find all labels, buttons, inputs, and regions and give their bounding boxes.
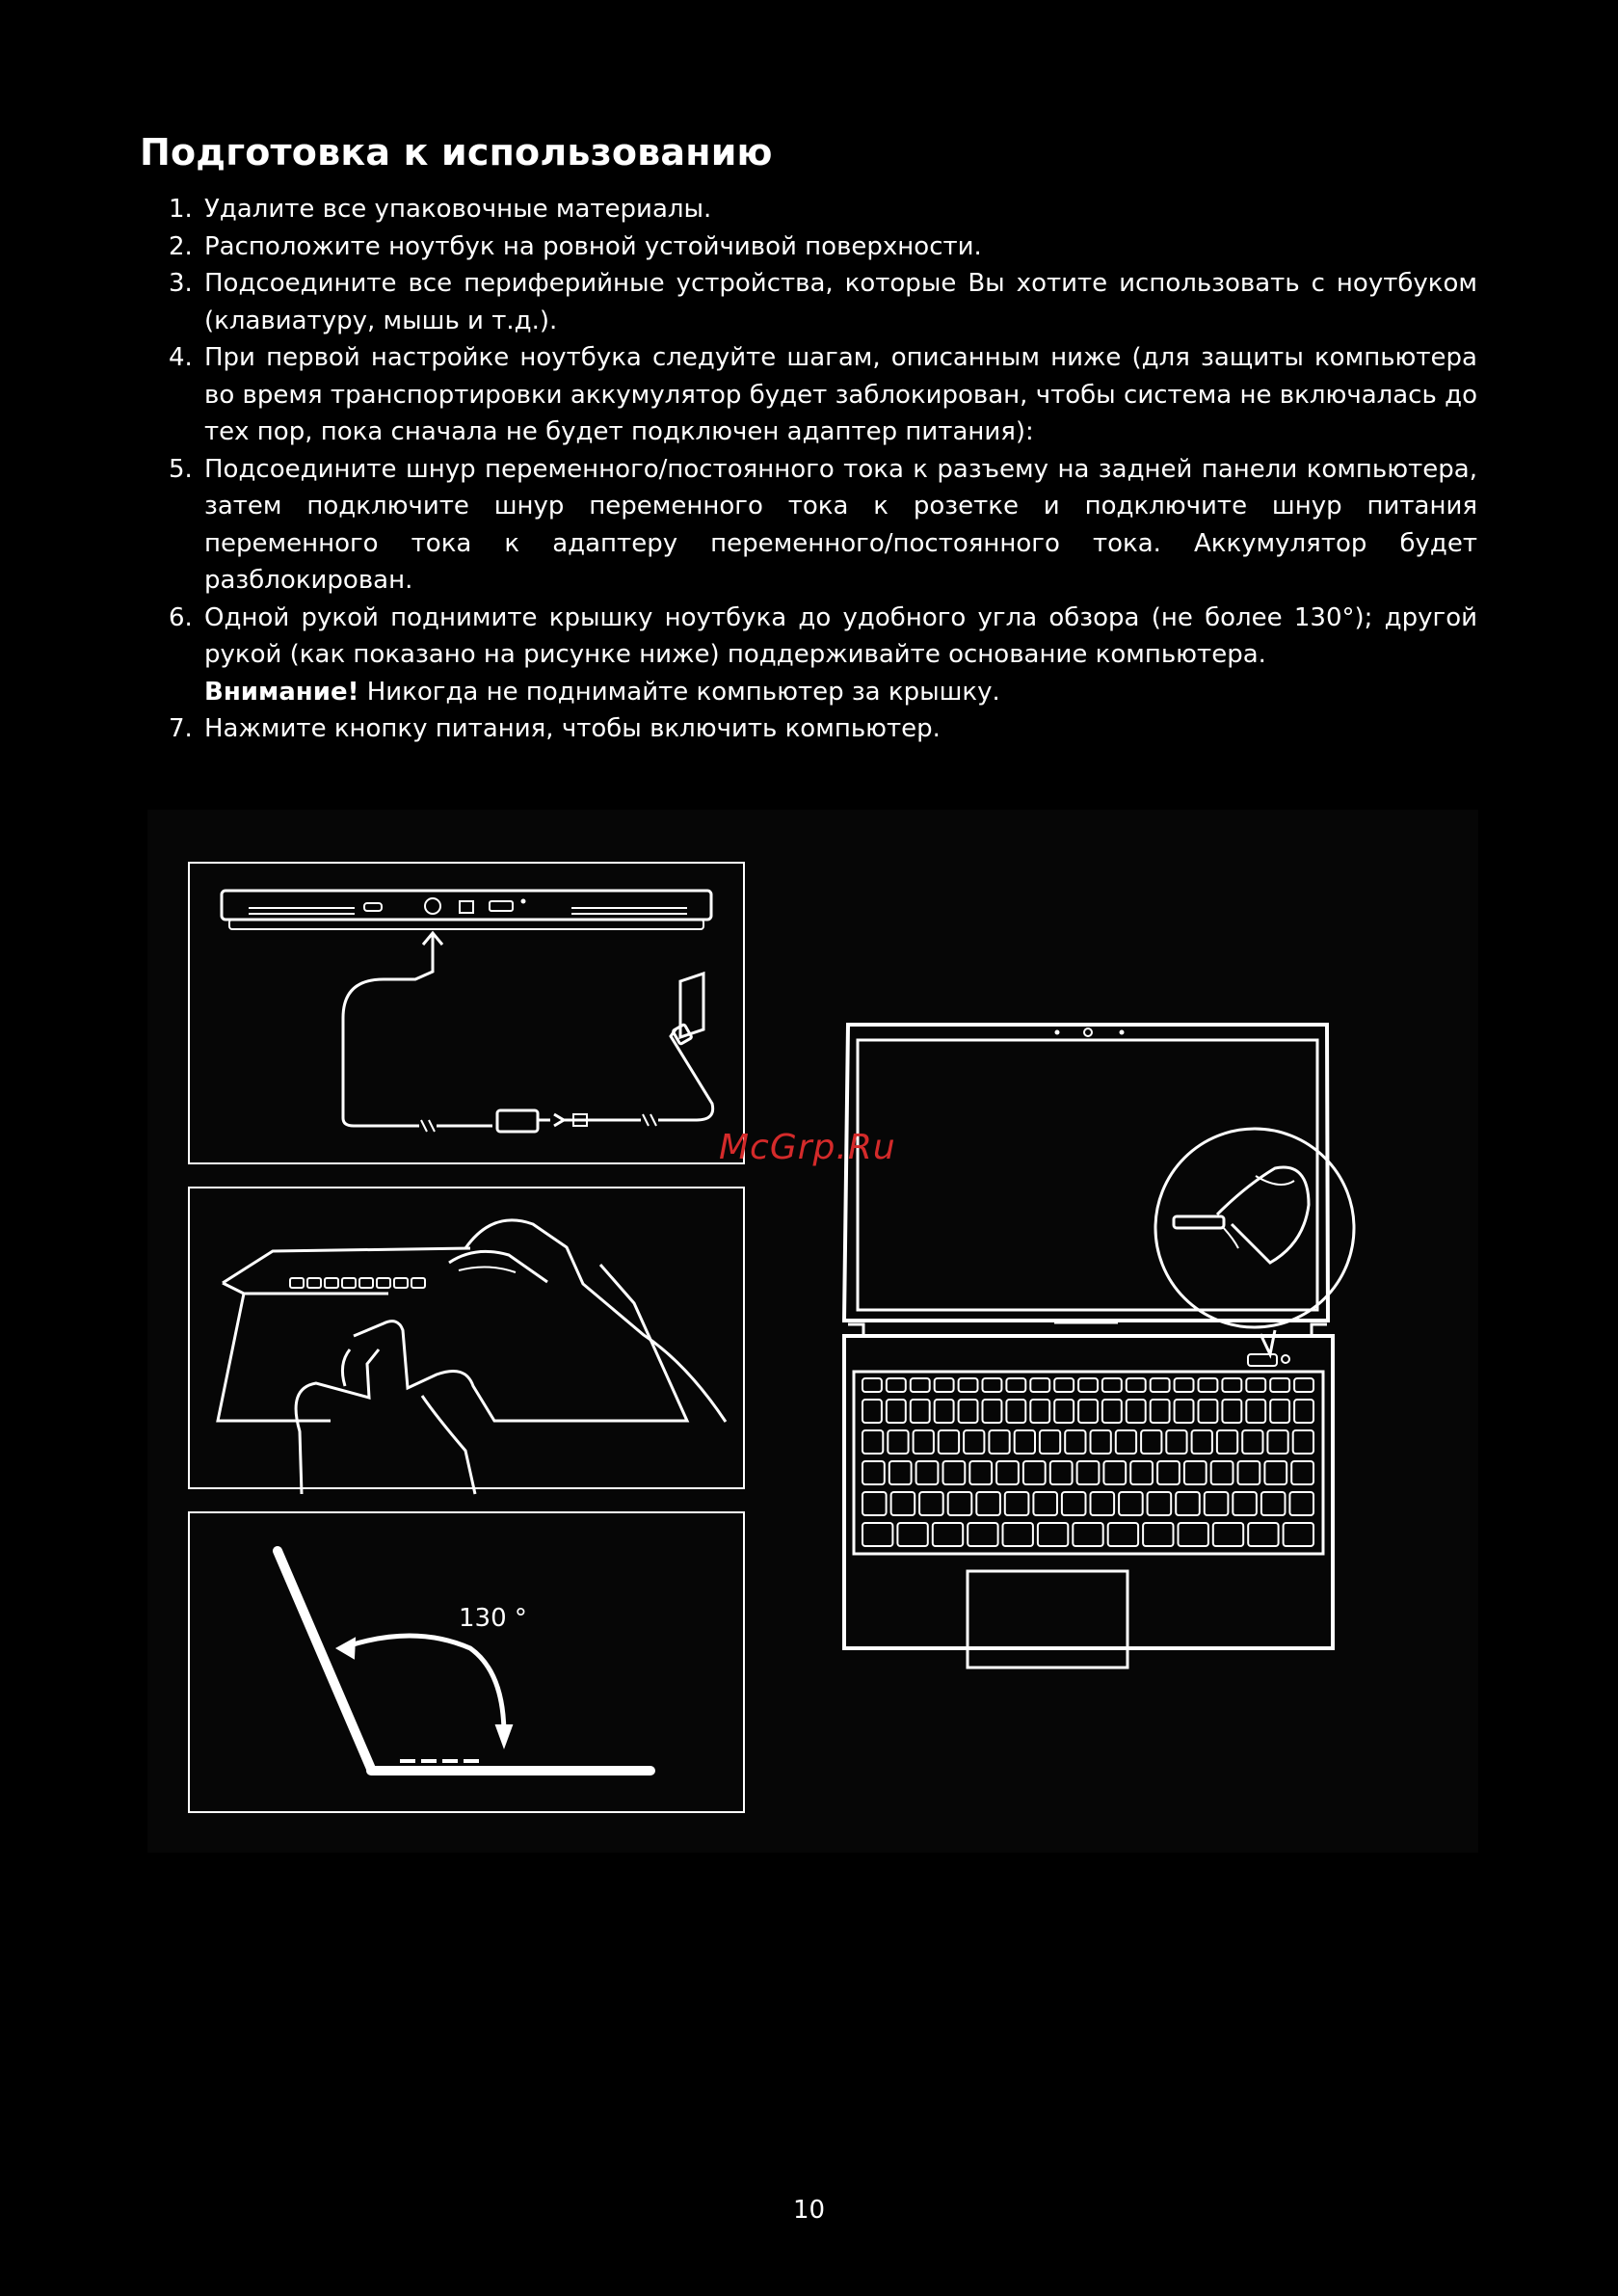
keyboard-key bbox=[914, 1430, 934, 1454]
keyboard-key bbox=[959, 1378, 978, 1392]
keyboard-key bbox=[1157, 1461, 1180, 1484]
keyboard-key bbox=[935, 1400, 954, 1423]
keyboard-key bbox=[1233, 1492, 1257, 1515]
keyboard-key bbox=[1062, 1492, 1086, 1515]
angle-arc bbox=[347, 1636, 504, 1735]
keyboard-key bbox=[939, 1430, 959, 1454]
list-item bbox=[159, 451, 1477, 600]
keyboard-key bbox=[1030, 1378, 1049, 1392]
keyboard-key bbox=[948, 1492, 972, 1515]
keyboard-key bbox=[1130, 1461, 1153, 1484]
keyboard-key bbox=[1151, 1400, 1170, 1423]
step-text: Удалите все упаковочные материалы. bbox=[204, 195, 712, 224]
keyboard-key bbox=[887, 1378, 906, 1392]
keyboard-key bbox=[1038, 1523, 1068, 1546]
keyboard-key bbox=[1248, 1523, 1278, 1546]
webcam-icon bbox=[1084, 1028, 1092, 1036]
illustration-svg bbox=[147, 810, 1478, 1853]
laptop-front-view bbox=[844, 1025, 1354, 1668]
keyboard-key bbox=[1141, 1430, 1161, 1454]
keyboard-key bbox=[1127, 1400, 1146, 1423]
keyboard-key bbox=[1176, 1492, 1200, 1515]
keyboard-key bbox=[1199, 1400, 1218, 1423]
keyboard-key bbox=[996, 1461, 1019, 1484]
keyboard-key bbox=[935, 1378, 954, 1392]
keyboard-key bbox=[1108, 1523, 1138, 1546]
keyboard-key bbox=[969, 1461, 992, 1484]
keyboard-key bbox=[1246, 1400, 1265, 1423]
keyboard-key bbox=[1006, 1400, 1025, 1423]
keyboard-key bbox=[1143, 1523, 1173, 1546]
power-button bbox=[1248, 1354, 1277, 1366]
keyboard-key bbox=[1166, 1430, 1186, 1454]
step-number: 4. bbox=[169, 343, 193, 372]
keyboard-key bbox=[911, 1378, 930, 1392]
keyboard-key bbox=[1175, 1400, 1194, 1423]
keyboard-key bbox=[989, 1430, 1009, 1454]
keyboard-key bbox=[1179, 1523, 1208, 1546]
keyboard-key bbox=[1238, 1461, 1260, 1484]
keyboard-key bbox=[1217, 1430, 1237, 1454]
step-number: 1. bbox=[169, 195, 193, 224]
keyboard-key bbox=[862, 1378, 882, 1392]
keyboard-key bbox=[1033, 1492, 1057, 1515]
keyboard-key bbox=[891, 1492, 915, 1515]
keyboard-key bbox=[1003, 1523, 1033, 1546]
keyboard-key bbox=[1119, 1492, 1143, 1515]
step-number: 6. bbox=[169, 602, 193, 632]
keyboard-key bbox=[1261, 1492, 1286, 1515]
keyboard-key bbox=[1222, 1400, 1241, 1423]
keyboard-key bbox=[1030, 1400, 1049, 1423]
keyboard-key bbox=[1015, 1430, 1035, 1454]
power-adapter-icon bbox=[497, 1110, 538, 1132]
keyboard-key bbox=[1211, 1461, 1233, 1484]
step-text: Подсоедините все периферийные устройства, которые Вы хотите использовать с ноутбуком (клавиатуру, мышь и т.д.). bbox=[204, 269, 1477, 335]
keyboard-key bbox=[1050, 1461, 1073, 1484]
keyboard-key bbox=[1289, 1492, 1313, 1515]
keyboard-key bbox=[897, 1523, 927, 1546]
keyboard-key bbox=[889, 1461, 912, 1484]
keyboard-key bbox=[1040, 1430, 1060, 1454]
warning-text: Никогда не поднимайте компьютер за крышку. bbox=[358, 677, 1000, 707]
dc-in-port-icon bbox=[425, 898, 440, 914]
keyboard-key bbox=[1242, 1430, 1262, 1454]
keyboard-key bbox=[1102, 1378, 1122, 1392]
keyboard-key bbox=[968, 1523, 997, 1546]
keyboard-key bbox=[1264, 1461, 1286, 1484]
keyboard-key bbox=[983, 1400, 1002, 1423]
step-number: 3. bbox=[169, 269, 193, 298]
keyboard-key bbox=[919, 1492, 943, 1515]
power-icon bbox=[1282, 1355, 1289, 1363]
keyboard-key bbox=[1065, 1430, 1085, 1454]
keyboard-key bbox=[1294, 1378, 1313, 1392]
keyboard-key bbox=[1054, 1400, 1074, 1423]
keyboard-key bbox=[1078, 1400, 1098, 1423]
keyboard-key bbox=[1175, 1378, 1194, 1392]
finger-icon bbox=[1217, 1167, 1309, 1263]
keyboard-key bbox=[1077, 1461, 1100, 1484]
power-cable bbox=[343, 933, 713, 1132]
laptop-side-view bbox=[278, 1551, 650, 1771]
step-text: Одной рукой поднимите крышку ноутбука до удобного угла обзора (не более 130°); другой рукой (как показано на рисунке ниже) поддерживайте основание компьютера. bbox=[204, 602, 1477, 669]
keyboard-key bbox=[1222, 1378, 1241, 1392]
page-number: 10 bbox=[792, 2196, 826, 2225]
keyboard-key bbox=[1005, 1492, 1029, 1515]
list-item bbox=[159, 191, 1477, 228]
keyboard-key bbox=[1284, 1523, 1313, 1546]
keyboard-key bbox=[862, 1430, 883, 1454]
keyboard-key bbox=[959, 1400, 978, 1423]
list-item bbox=[159, 339, 1477, 451]
keyboard-key bbox=[1267, 1430, 1287, 1454]
warning-line bbox=[204, 674, 1477, 711]
step-text: При первой настройке ноутбука следуйте шагам, описанным ниже (для защиты компьютера во время транспортировки аккумулятор будет заблокирован, чтобы система не включалась до тех пор, пока сначала не будет подключен адаптер питания): bbox=[204, 343, 1477, 446]
keyboard-key bbox=[1102, 1400, 1122, 1423]
keyboard-key bbox=[1127, 1378, 1146, 1392]
keyboard-key bbox=[1116, 1430, 1136, 1454]
keyboard-key bbox=[1103, 1461, 1126, 1484]
keyboard-key bbox=[862, 1492, 887, 1515]
keyboard-key bbox=[1293, 1430, 1313, 1454]
step-text: Нажмите кнопку питания, чтобы включить компьютер. bbox=[204, 714, 941, 743]
keyboard-key bbox=[1151, 1378, 1170, 1392]
watermark-text: McGrp.Ru bbox=[719, 1128, 896, 1167]
setup-steps-list bbox=[159, 191, 1477, 748]
keyboard-key bbox=[862, 1523, 892, 1546]
step-number: 2. bbox=[169, 231, 193, 261]
hands-lifting-laptop bbox=[218, 1220, 726, 1494]
keyboard-key bbox=[1054, 1378, 1074, 1392]
keyboard-key bbox=[1006, 1378, 1025, 1392]
keyboard-key bbox=[1270, 1400, 1289, 1423]
keyboard-key bbox=[1148, 1492, 1172, 1515]
laptop-rear-view bbox=[222, 891, 711, 929]
keyboard-key bbox=[887, 1400, 906, 1423]
keyboard-key bbox=[862, 1400, 882, 1423]
keyboard-key bbox=[1205, 1492, 1229, 1515]
keyboard-key bbox=[916, 1461, 939, 1484]
keyboard-key bbox=[1199, 1378, 1218, 1392]
step-number: 7. bbox=[169, 714, 193, 743]
warning-label: Внимание! bbox=[204, 677, 359, 707]
setup-illustration bbox=[147, 810, 1478, 1853]
list-item bbox=[159, 265, 1477, 339]
keyboard-key bbox=[862, 1461, 885, 1484]
keyboard-key bbox=[976, 1492, 1000, 1515]
keyboard-key bbox=[1246, 1378, 1265, 1392]
keyboard-key bbox=[983, 1378, 1002, 1392]
keyboard-key bbox=[943, 1461, 966, 1484]
keyboard-key bbox=[1091, 1430, 1111, 1454]
keyboard-key bbox=[1023, 1461, 1046, 1484]
laptop-screen bbox=[858, 1040, 1317, 1310]
keyboard-key bbox=[1213, 1523, 1243, 1546]
panel-lift-lid bbox=[189, 1188, 744, 1488]
list-item bbox=[159, 600, 1477, 711]
keyboard-key bbox=[888, 1430, 908, 1454]
keyboard-keys bbox=[862, 1378, 1313, 1546]
list-item bbox=[159, 228, 1477, 266]
keyboard-key bbox=[911, 1400, 930, 1423]
keyboard-key bbox=[1078, 1378, 1098, 1392]
keyboard-key bbox=[1291, 1461, 1313, 1484]
wall-outlet-icon bbox=[673, 974, 703, 1044]
keyboard-key bbox=[1294, 1400, 1313, 1423]
keyboard-key bbox=[933, 1523, 963, 1546]
keyboard-key bbox=[1184, 1461, 1207, 1484]
step-number: 5. bbox=[169, 454, 193, 484]
keyboard-key bbox=[1192, 1430, 1212, 1454]
angle-label: 130 ° bbox=[459, 1604, 527, 1633]
list-item bbox=[159, 710, 1477, 748]
step-text: Подсоедините шнур переменного/постоянного тока к разъему на задней панели компьютера, затем подключите шнур переменного тока к розетке и подключите шнур питания переменного тока к адаптеру переменного/постоянного тока. Аккумулятор будет разблокирован. bbox=[204, 454, 1477, 595]
touchpad bbox=[968, 1571, 1127, 1668]
keyboard-key bbox=[1270, 1378, 1289, 1392]
keyboard-key bbox=[964, 1430, 984, 1454]
page-title: Подготовка к использованию bbox=[140, 131, 773, 174]
keyboard-key bbox=[1073, 1523, 1102, 1546]
step-text: Расположите ноутбук на ровной устойчивой поверхности. bbox=[204, 231, 982, 261]
keyboard-key bbox=[1091, 1492, 1115, 1515]
